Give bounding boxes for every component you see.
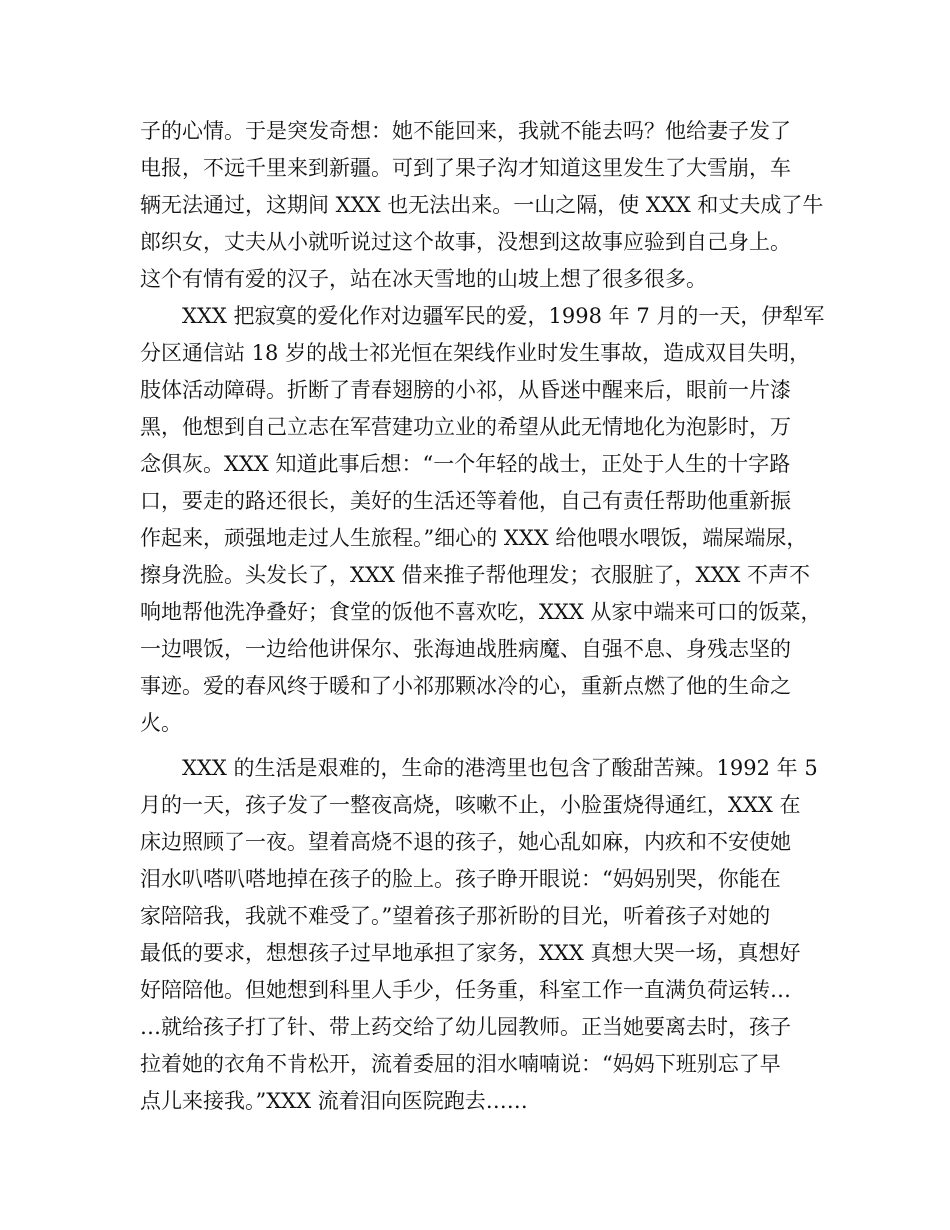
text-line: 口，要走的路还很长，美好的生活还等着他，自己有责任帮助他重新振 <box>140 489 791 513</box>
text-line: 作起来，顽强地走过人生旅程。”细心的 XXX 给他喂水喂饭，端屎端尿， <box>140 526 808 550</box>
text-line: 辆无法通过，这期间 XXX 也无法出来。一山之隔，使 XXX 和丈夫成了牛 <box>140 193 824 217</box>
text-line: 床边照顾了一夜。望着高烧不退的孩子，她心乱如麻，内疚和不安使她 <box>140 830 791 854</box>
text-line: 最低的要求，想想孩子过早地承担了家务，XXX 真想大哭一场，真想好 <box>140 941 801 965</box>
text-line: 泪水叭嗒叭嗒地掉在孩子的脸上。孩子睁开眼说：“妈妈别哭，你能在 <box>140 867 781 891</box>
paragraph-3 <box>140 750 830 1120</box>
text-line: 一边喂饭，一边给他讲保尔、张海迪战胜病魔、自强不息、身残志坚的 <box>140 637 791 661</box>
text-line: 拉着她的衣角不肯松开，流着委屈的泪水喃喃说：“妈妈下班别忘了早 <box>140 1052 781 1076</box>
text-line: 事迹。爱的春风终于暖和了小祁那颗冰冷的心，重新点燃了他的生命之 <box>140 674 791 698</box>
text-line: 肢体活动障碍。折断了青春翅膀的小祁，从昏迷中醒来后，眼前一片漆 <box>140 378 791 402</box>
text-line: 子的心情。于是突发奇想：她不能回来，我就不能去吗？他给妻子发了 <box>140 119 791 143</box>
paragraph-2 <box>140 298 830 742</box>
text-line: 分区通信站 18 岁的战士祁光恒在架线作业时发生事故，造成双目失明， <box>140 341 811 365</box>
text-line: 响地帮他洗净叠好；食堂的饭他不喜欢吃，XXX 从家中端来可口的饭菜， <box>140 600 822 624</box>
text-line: 月的一天，孩子发了一整夜高烧，咳嗽不止，小脸蛋烧得通红，XXX 在 <box>140 793 801 817</box>
text-line: 好陪陪他。但她想到科里人手少，任务重，科室工作一直满负荷运转… <box>140 978 791 1002</box>
text-line: 这个有情有爱的汉子，站在冰天雪地的山坡上想了很多很多。 <box>140 267 707 291</box>
body-text <box>140 113 830 1120</box>
text-line: XXX 把寂寞的爱化作对边疆军民的爱，1998 年 7 月的一天，伊犁军 <box>140 304 825 328</box>
text-line: 电报，不远千里来到新疆。可到了果子沟才知道这里发生了大雪崩，车 <box>140 156 791 180</box>
text-line: 郎织女，丈夫从小就听说过这个故事，没想到这故事应验到自己身上。 <box>140 230 791 254</box>
text-line: 念俱灰。XXX 知道此事后想：“一个年轻的战士，正处于人生的十字路 <box>140 452 791 476</box>
text-line: 家陪陪我，我就不难受了。”望着孩子那祈盼的目光，听着孩子对她的 <box>140 904 771 928</box>
text-line: 火。 <box>140 711 182 735</box>
paragraph-spacer <box>140 742 830 750</box>
text-line: 擦身洗脸。头发长了，XXX 借来推子帮他理发；衣服脏了，XXX 不声不 <box>140 563 811 587</box>
paragraph-1 <box>140 113 830 298</box>
text-line: 点儿来接我。”XXX 流着泪向医院跑去…… <box>140 1089 528 1113</box>
text-line: XXX 的生活是艰难的，生命的港湾里也包含了酸甜苦辣。1992 年 5 <box>140 756 818 780</box>
text-line: 黑，他想到自己立志在军营建功立业的希望从此无情地化为泡影时，万 <box>140 415 791 439</box>
text-line: …就给孩子打了针、带上药交给了幼儿园教师。正当她要离去时，孩子 <box>140 1015 791 1039</box>
